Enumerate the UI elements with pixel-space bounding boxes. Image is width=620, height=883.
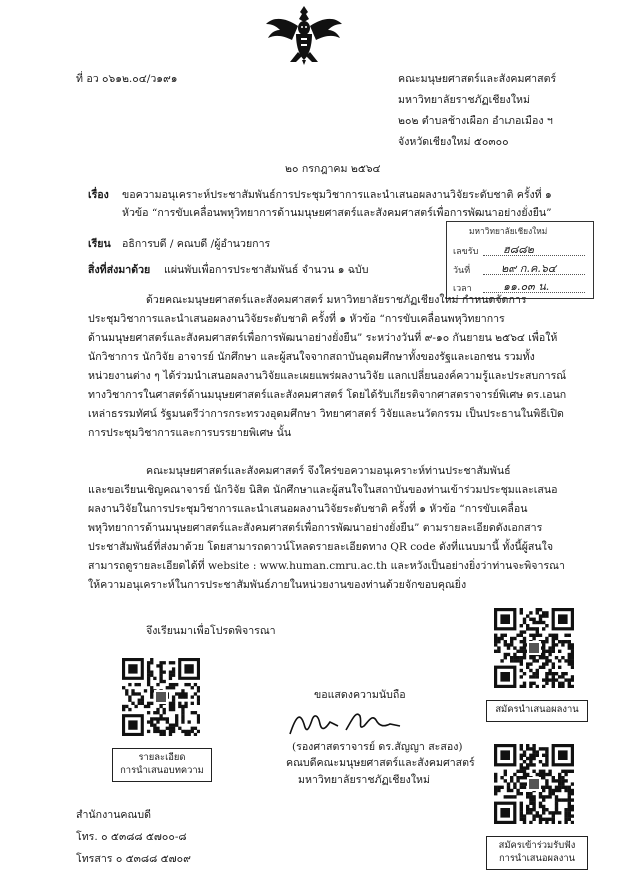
stamp-row2-value: ๒๙ ก.ค.๖๔ [501, 262, 557, 275]
address-line-4: จังหวัดเชียงใหม่ ๕๐๓๐๐ [398, 136, 509, 148]
stamp-row1-label: เลขรับ [453, 247, 479, 257]
qr2-label-line-1: สมัครนำเสนอผลงาน [495, 704, 579, 715]
qr-code-article-details[interactable] [122, 658, 200, 736]
para1-line-8: การประชุมวิชาการและการบรรยายพิเศษ นั้น [88, 427, 292, 439]
footer-tel: โทร. ๐ ๕๓๘๘ ๕๗๐๐-๘ [76, 831, 187, 843]
para2-line-6: สามารถดูรายละเอียดได้ที่ website : www.human.cmru.ac.th และหวังเป็นอย่างยิ่งว่าท่านจะพิจารณา [88, 560, 565, 572]
qr3-label-line-1: สมัครเข้าร่วมรับฟัง [498, 840, 576, 851]
address-line-2: มหาวิทยาลัยราชภัฏเชียงใหม่ [398, 94, 530, 106]
para1-line-1: ด้วยคณะมนุษยศาสตร์และสังคมศาสตร์ มหาวิทยาลัยราชภัฏเชียงใหม่ กำหนดจัดการ [146, 294, 527, 306]
para1-line-4: นักวิชาการ นักวิจัย อาจารย์ นักศึกษา และผู้สนใจจากสถาบันอุดมศึกษาทั้งของรัฐและเอกชน รวมทั้ง [88, 351, 535, 363]
letter-date: ๒๐ กรกฎาคม ๒๕๖๔ [285, 163, 381, 175]
para2-line-1: คณะมนุษยศาสตร์และสังคมศาสตร์ จึงใคร่ขอความอนุเคราะห์ท่านประชาสัมพันธ์ [146, 465, 511, 477]
para1-line-3: ด้านมนุษยศาสตร์และสังคมศาสตร์เพื่อการพัฒนาอย่างยั่งยืน” ระหว่างวันที่ ๙-๑๐ กันยายน ๒๕๖๔ เพื่อให้ [88, 332, 558, 344]
para1-line-6: ทางวิชาการในศาสตร์ด้านมนุษยศาสตร์และสังคมศาสตร์ โดยได้รับเกียรติจากศาสตราจารย์พิเศษ ดร.เอนก [88, 389, 567, 401]
stamp-title: มหาวิทยาลัยเชียงใหม่ [469, 226, 548, 236]
footer-office: สำนักงานคณบดี [76, 809, 151, 821]
para1-line-5: หน่วยงานต่าง ๆ ได้ร่วมนำเสนอผลงานวิจัยและเผยแพร่ผลงานวิจัย แลกเปลี่ยนองค์ความรู้และประสบการณ์ [88, 370, 567, 382]
stamp-row3-label: เวลา [453, 284, 472, 294]
subject-line-1: ขอความอนุเคราะห์ประชาสัมพันธ์การประชุมวิชาการและนำเสนอผลงานวิจัยระดับชาติ ครั้งที่ ๑ [122, 189, 552, 201]
qr-label-attend-register [486, 836, 588, 870]
signatory-name: (รองศาสตราจารย์ ดร.สัญญา สะสอง) [292, 741, 463, 753]
para2-line-2: และขอเรียนเชิญคณาจารย์ นักวิจัย นิสิต นักศึกษาและผู้สนใจในสถาบันของท่านเข้าร่วมประชุมและเสนอ [88, 484, 558, 496]
qr-label-present-register [486, 700, 588, 722]
reference-number: ที่ อว ๐๖๑๒.๐๔/ว๑๙๑ [76, 73, 178, 85]
recipient-text: อธิการบดี / คณบดี /ผู้อำนวยการ [122, 238, 271, 250]
address-line-1: คณะมนุษยศาสตร์และสังคมศาสตร์ [398, 73, 557, 85]
qr-code-attend-register[interactable] [494, 744, 574, 824]
stamp-row1-value: ฮ๘๘๒ [503, 243, 534, 256]
receiving-stamp [446, 221, 594, 299]
para2-line-4: พหุวิทยาการด้านมนุษยศาสตร์และสังคมศาสตร์เพื่อการพัฒนาอย่างยั่งยืน” ตามรายละเอียดดังเอกสาร [88, 522, 543, 534]
qr-code-present-register[interactable] [494, 608, 574, 688]
qr1-label-line-2: การนำเสนอบทความ [120, 765, 204, 776]
stamp-row1-line [483, 255, 585, 256]
closing-request: จึงเรียนมาเพื่อโปรดพิจารณา [146, 625, 276, 637]
enclosure-label: สิ่งที่ส่งมาด้วย [88, 264, 151, 276]
respect-closing: ขอแสดงความนับถือ [314, 689, 406, 701]
para1-line-7: เหล่าธรรมทัศน์ รัฐมนตรีว่าการกระทรวงอุดมศึกษา วิทยาศาสตร์ วิจัยและนวัตกรรม เป็นประธานในพิธีเปิด [88, 408, 564, 420]
qr1-label-line-1: รายละเอียด [138, 752, 186, 763]
para2-line-5: ประชาสัมพันธ์ที่ส่งมาด้วย โดยสามารถดาวน์โหลดรายละเอียดทาง QR code ดังที่แนบมานี้ ทั้งนี้ผู้สนใจ [88, 541, 554, 553]
signatory-position-2: มหาวิทยาลัยราชภัฏเชียงใหม่ [298, 774, 430, 786]
para2-line-3: ผลงานวิจัยในการประชุมวิชาการและนำเสนอผลงานวิจัยระดับชาติ ครั้งที่ ๑ หัวข้อ “การขับเคลื่อน [88, 503, 528, 515]
garuda-emblem [262, 4, 346, 66]
qr3-label-line-2: การนำเสนอผลงาน [498, 853, 576, 864]
subject-line-2: หัวข้อ “การขับเคลื่อนพหุวิทยาการด้านมนุษยศาสตร์และสังคมศาสตร์เพื่อการพัฒนาอย่างยั่งยืน” [122, 207, 552, 219]
qr-label-article-details [112, 748, 212, 782]
para2-line-7: ให้ความอนุเคราะห์ในการประชาสัมพันธ์ภายในหน่วยงานของท่านด้วยจักขอบคุณยิ่ง [88, 579, 467, 591]
recipient-label: เรียน [88, 238, 111, 250]
stamp-row3-value: ๑๑.๐๓ น. [503, 280, 550, 293]
footer-fax: โทรสาร ๐ ๕๓๘๘ ๕๗๐๙ [76, 853, 191, 865]
handwritten-signature [286, 706, 406, 740]
para1-line-2: ประชุมวิชาการและนำเสนอผลงานวิจัยระดับชาติ ครั้งที่ ๑ หัวข้อ “การขับเคลื่อนพหุวิทยาการ [88, 313, 505, 325]
subject-label: เรื่อง [88, 189, 109, 201]
enclosure-text: แผ่นพับเพื่อการประชาสัมพันธ์ จำนวน ๑ ฉบับ [164, 264, 369, 276]
address-line-3: ๒๐๒ ตำบลช้างเผือก อำเภอเมือง ฯ [398, 115, 553, 127]
stamp-row2-label: วันที่ [453, 266, 471, 276]
signatory-position-1: คณบดีคณะมนุษยศาสตร์และสังคมศาสตร์ [286, 757, 475, 769]
